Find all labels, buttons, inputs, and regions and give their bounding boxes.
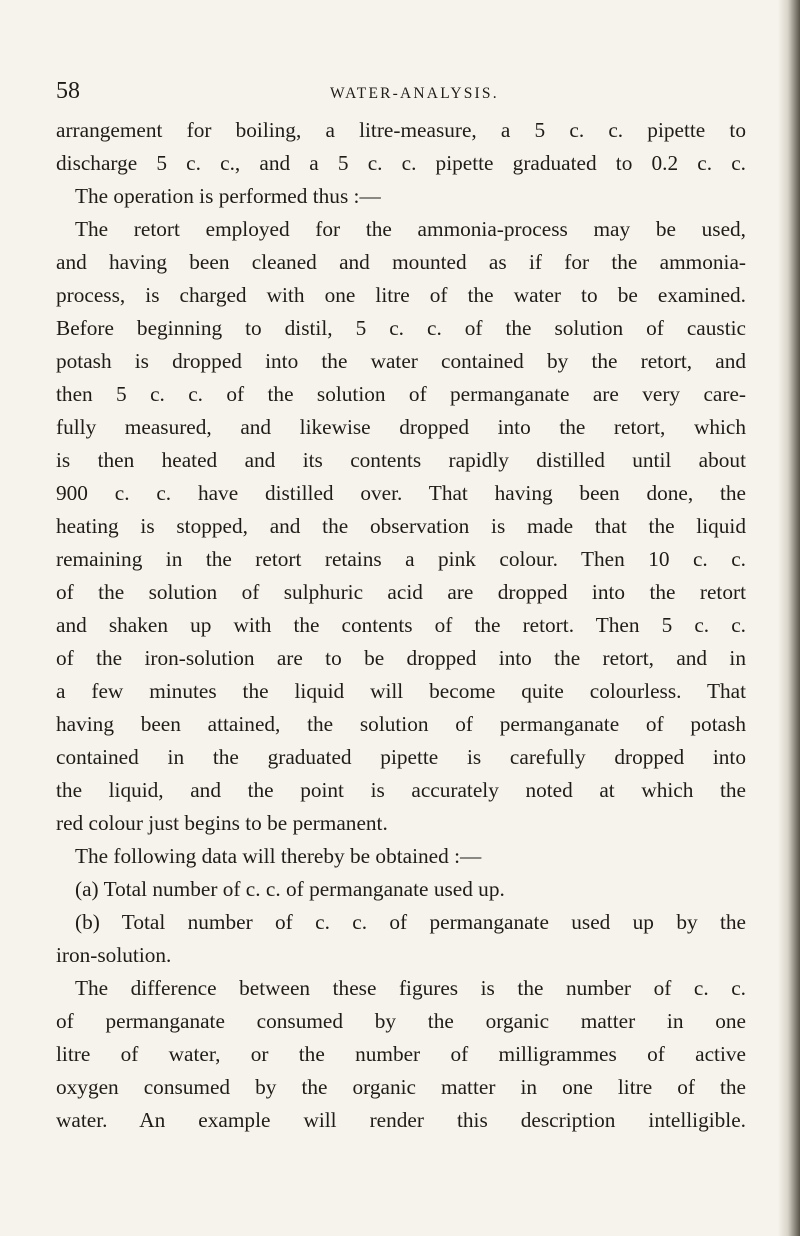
page-edge-shadow xyxy=(778,0,800,1236)
text-line: (a) Total number of c. c. of permanganate used up. xyxy=(75,877,505,901)
text-line: discharge 5 c. c., and a 5 c. c. pipette graduated to 0.2 c. c. xyxy=(56,151,746,175)
page-header xyxy=(0,78,800,108)
text-line: of permanganate consumed by the organic matter in one xyxy=(56,1009,746,1033)
text-line: red colour just begins to be permanent. xyxy=(56,811,388,835)
text-line: (b) Total number of c. c. of permanganate used up by the xyxy=(75,910,746,934)
page-number: 58 xyxy=(56,78,80,104)
running-head: WATER-ANALYSIS. xyxy=(330,85,499,102)
text-line: and having been cleaned and mounted as if for the ammonia- xyxy=(56,250,746,274)
text-line: arrangement for boiling, a litre-measure, a 5 c. c. pipette to xyxy=(56,118,746,142)
text-line: contained in the graduated pipette is carefully dropped into xyxy=(56,745,746,769)
text-line: process, is charged with one litre of the water to be examined. xyxy=(56,283,746,307)
text-line: of the iron-solution are to be dropped into the retort, and in xyxy=(56,646,746,670)
text-line: having been attained, the solution of permanganate of potash xyxy=(56,712,746,736)
text-line: remaining in the retort retains a pink colour. Then 10 c. c. xyxy=(56,547,746,571)
text-line: potash is dropped into the water contained by the retort, and xyxy=(56,349,746,373)
text-line: the liquid, and the point is accurately noted at which the xyxy=(56,778,746,802)
text-line: of the solution of sulphuric acid are dropped into the retort xyxy=(56,580,746,604)
text-line: iron-solution. xyxy=(56,943,172,967)
text-line: The operation is performed thus :— xyxy=(75,184,381,208)
text-line: Before beginning to distil, 5 c. c. of the solution of caustic xyxy=(56,316,746,340)
text-line: litre of water, or the number of milligrammes of active xyxy=(56,1042,746,1066)
text-line: The difference between these figures is the number of c. c. xyxy=(75,976,746,1000)
text-line: The retort employed for the ammonia-process may be used, xyxy=(75,217,746,241)
text-line: oxygen consumed by the organic matter in one litre of the xyxy=(56,1075,746,1099)
text-line: and shaken up with the contents of the retort. Then 5 c. c. xyxy=(56,613,746,637)
text-line: is then heated and its contents rapidly distilled until about xyxy=(56,448,746,472)
text-line: then 5 c. c. of the solution of permanganate are very care- xyxy=(56,382,746,406)
text-line: a few minutes the liquid will become quite colourless. That xyxy=(56,679,746,703)
text-line: fully measured, and likewise dropped into the retort, which xyxy=(56,415,746,439)
text-line: The following data will thereby be obtained :— xyxy=(75,844,482,868)
body-text xyxy=(56,114,746,1137)
text-line: water. An example will render this description intelligible. xyxy=(56,1108,746,1132)
text-line: heating is stopped, and the observation is made that the liquid xyxy=(56,514,746,538)
text-line: 900 c. c. have distilled over. That having been done, the xyxy=(56,481,746,505)
